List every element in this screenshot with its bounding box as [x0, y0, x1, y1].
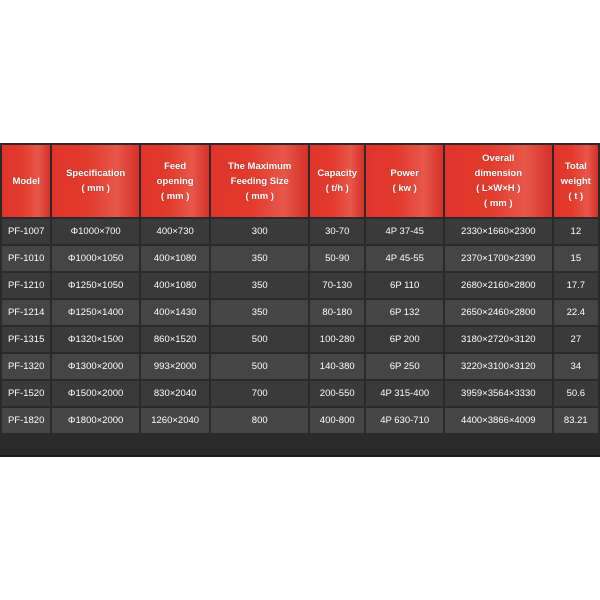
header-line: ( kw )	[392, 183, 417, 194]
cell-feed-opening: 860×1520	[141, 327, 209, 352]
cell-power: 6P 132	[366, 300, 443, 325]
cell-total-weight: 17.7	[554, 273, 598, 298]
header-line: weight	[560, 175, 591, 187]
cell-total-weight: 34	[554, 354, 598, 379]
header-line: Model	[12, 175, 40, 187]
header-line: The Maximum	[228, 160, 292, 172]
table-row	[2, 354, 598, 379]
spec-table	[0, 143, 600, 435]
table-row	[2, 408, 598, 433]
cell-max-feeding-size: 300	[211, 219, 308, 244]
header-overall-dimension	[445, 145, 552, 217]
table-row	[2, 327, 598, 352]
cell-max-feeding-size: 500	[211, 354, 308, 379]
cell-model: PF-1320	[2, 354, 50, 379]
cell-specification: Φ1250×1050	[52, 273, 139, 298]
cell-feed-opening: 400×1430	[141, 300, 209, 325]
cell-model: PF-1210	[2, 273, 50, 298]
cell-overall-dimension: 4400×3866×4009	[445, 408, 552, 433]
cell-capacity: 140-380	[310, 354, 364, 379]
cell-max-feeding-size: 350	[211, 273, 308, 298]
cell-feed-opening: 400×730	[141, 219, 209, 244]
header-specification	[52, 145, 139, 217]
cell-total-weight: 15	[554, 246, 598, 271]
cell-capacity: 70-130	[310, 273, 364, 298]
header-line: opening	[156, 175, 194, 187]
cell-total-weight: 12	[554, 219, 598, 244]
header-power	[366, 145, 443, 217]
cell-specification: Φ1320×1500	[52, 327, 139, 352]
cell-max-feeding-size: 350	[211, 300, 308, 325]
header-line: Total	[564, 160, 587, 172]
cell-max-feeding-size: 800	[211, 408, 308, 433]
header-line: ( t/h )	[325, 183, 349, 194]
spec-table-panel	[0, 143, 600, 457]
cell-max-feeding-size: 500	[211, 327, 308, 352]
header-line: ( t )	[568, 190, 584, 202]
header-line: ( mm )	[484, 198, 513, 209]
header-line: ( L×W×H )	[476, 183, 521, 194]
header-max-feeding-size	[211, 145, 308, 217]
cell-power: 4P 630-710	[366, 408, 443, 433]
cell-total-weight: 22.4	[554, 300, 598, 325]
table-row	[2, 273, 598, 298]
cell-capacity: 400-800	[310, 408, 364, 433]
header-line: Overall	[482, 153, 515, 164]
cell-power: 4P 45-55	[366, 246, 443, 271]
cell-overall-dimension: 2330×1660×2300	[445, 219, 552, 244]
cell-capacity: 50-90	[310, 246, 364, 271]
header-line: Feeding Size	[230, 175, 289, 187]
header-line: ( mm )	[81, 183, 110, 194]
header-row	[2, 145, 598, 217]
table-row	[2, 219, 598, 244]
cell-overall-dimension: 2680×2160×2800	[445, 273, 552, 298]
cell-specification: Φ1250×1400	[52, 300, 139, 325]
cell-total-weight: 27	[554, 327, 598, 352]
cell-overall-dimension: 3180×2720×3120	[445, 327, 552, 352]
cell-overall-dimension: 3220×3100×3120	[445, 354, 552, 379]
cell-total-weight: 50.6	[554, 381, 598, 406]
table-row	[2, 300, 598, 325]
cell-capacity: 80-180	[310, 300, 364, 325]
cell-model: PF-1820	[2, 408, 50, 433]
cell-specification: Φ1800×2000	[52, 408, 139, 433]
header-feed-opening	[141, 145, 209, 217]
cell-power: 4P 315-400	[366, 381, 443, 406]
header-model	[2, 145, 50, 217]
header-line: Power	[390, 168, 419, 179]
cell-feed-opening: 830×2040	[141, 381, 209, 406]
header-line: dimension	[474, 168, 523, 179]
cell-specification: Φ1300×2000	[52, 354, 139, 379]
cell-feed-opening: 993×2000	[141, 354, 209, 379]
cell-capacity: 200-550	[310, 381, 364, 406]
header-line: Specification	[66, 168, 126, 179]
cell-power: 6P 200	[366, 327, 443, 352]
cell-model: PF-1214	[2, 300, 50, 325]
header-total-weight	[554, 145, 598, 217]
cell-specification: Φ1000×1050	[52, 246, 139, 271]
cell-overall-dimension: 2370×1700×2390	[445, 246, 552, 271]
cell-model: PF-1315	[2, 327, 50, 352]
header-capacity	[310, 145, 364, 217]
header-line: Capacity	[317, 168, 358, 179]
cell-model: PF-1007	[2, 219, 50, 244]
table-row	[2, 246, 598, 271]
cell-max-feeding-size: 700	[211, 381, 308, 406]
cell-total-weight: 83.21	[554, 408, 598, 433]
cell-specification: Φ1500×2000	[52, 381, 139, 406]
cell-power: 6P 250	[366, 354, 443, 379]
cell-overall-dimension: 3959×3564×3330	[445, 381, 552, 406]
cell-model: PF-1520	[2, 381, 50, 406]
cell-capacity: 100-280	[310, 327, 364, 352]
cell-power: 4P 37-45	[366, 219, 443, 244]
cell-feed-opening: 1260×2040	[141, 408, 209, 433]
cell-overall-dimension: 2650×2460×2800	[445, 300, 552, 325]
header-line: Feed	[164, 160, 187, 172]
header-line: ( mm )	[160, 190, 190, 202]
cell-capacity: 30-70	[310, 219, 364, 244]
cell-model: PF-1010	[2, 246, 50, 271]
cell-power: 6P 110	[366, 273, 443, 298]
cell-specification: Φ1000×700	[52, 219, 139, 244]
table-row	[2, 381, 598, 406]
cell-max-feeding-size: 350	[211, 246, 308, 271]
cell-feed-opening: 400×1080	[141, 273, 209, 298]
cell-feed-opening: 400×1080	[141, 246, 209, 271]
header-line: ( mm )	[245, 190, 274, 202]
